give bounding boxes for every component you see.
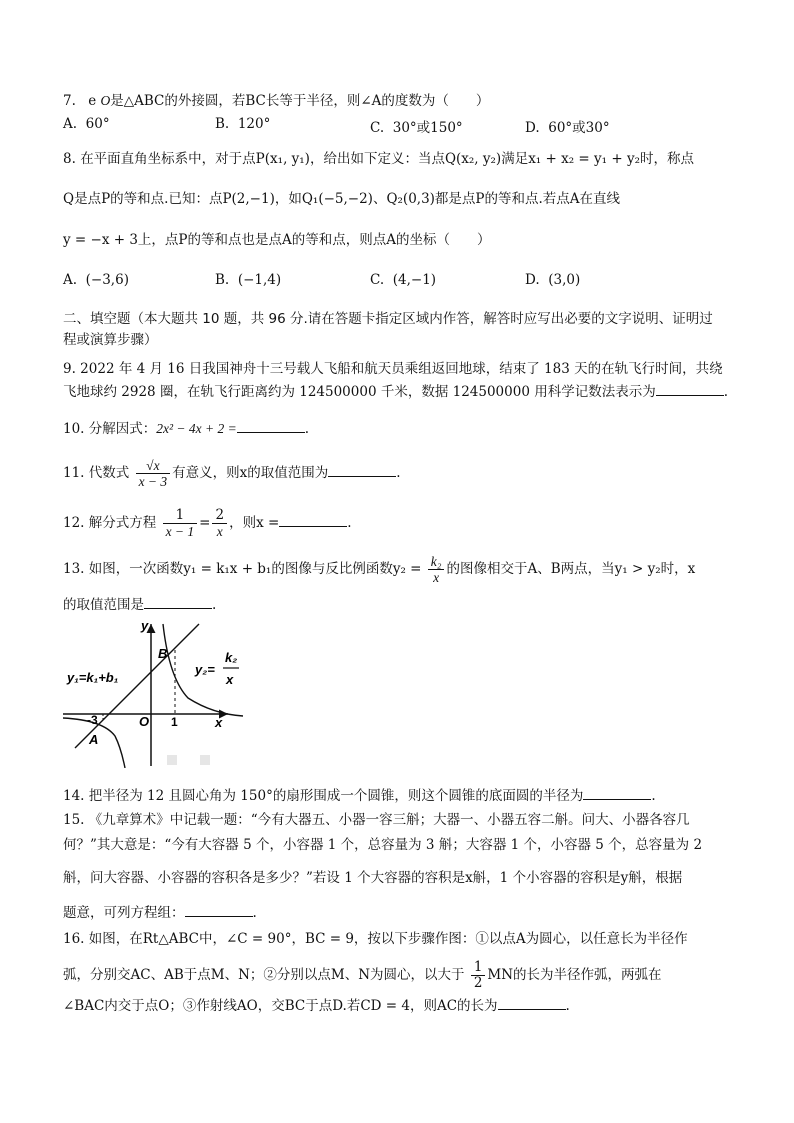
- question-11: 11. 代数式 $\frac{√x}{x - 3}$ 有意义，则x的取值范围为 .: [63, 458, 401, 489]
- section-2-heading: 二、填空题（本大题共 10 题，共 96 分.请在答题卡指定区域内作答，解答时应写出必要的文字说明、证明过: [63, 311, 713, 327]
- x-axis-label: x: [215, 715, 223, 730]
- question-9-line-2: 飞地球约 2928 圈，在轨飞行距离约为 124500000 千米，数据 124500000 用科学记数法表示为 .: [63, 384, 729, 400]
- question-7-options: [63, 116, 743, 134]
- fraction-right: $\frac{2}{x}$: [212, 508, 227, 539]
- point-b-label: B: [158, 646, 168, 661]
- question-16-line-2: 弧，分别交AC、AB于点M、N；②分别以点M、N为圆心，以大于 $\frac{1}{2}$ MN的长为半径作弧，两弧在: [63, 959, 662, 991]
- question-15-line-2: 何？”其大意是：“今有大容器 5 个，小容器 1 个，总容量为 3 斛；大容器 1 个，小容器 5 个，总容量为 2: [63, 837, 703, 853]
- question-16-line-3: ∠BAC内交于点O；③作射线AO，交BC于点D.若CD = 4，则AC的长为 .: [63, 998, 570, 1014]
- answer-blank[interactable]: [583, 787, 651, 800]
- question-10: 10. 分解因式：2x² − 4x + 2 = .: [63, 421, 310, 437]
- option-a: A. 60°: [63, 116, 110, 132]
- fraction-half: $\frac{1}{2}$: [471, 960, 486, 991]
- question-15-line-3: 斛，问大容器、小容器的容积各是多少？”若设 1 个大容器的容积是x斛，1 个小容器的容积是y斛，根据: [63, 870, 683, 886]
- answer-blank[interactable]: [656, 383, 724, 396]
- question-8-line-2: Q是点P的等和点.已知：点P(2,−1)，如Q₁(−5,−2)、Q₂(0,3)都是点P的等和点.若点A在直线: [63, 191, 621, 207]
- scan-artifact: [200, 755, 210, 765]
- question-number: 8.: [63, 151, 76, 167]
- function-graph: [63, 618, 253, 768]
- answer-blank[interactable]: [237, 420, 305, 433]
- question-8-line-3: y = −x + 3上，点P的等和点也是点A的等和点，则点A的坐标（ ）: [63, 232, 491, 248]
- question-14: 14. 把半径为 12 且圆心角为 150°的扇形围成一个圆锥，则这个圆锥的底面圆的半径为 .: [63, 788, 656, 804]
- question-8-line-1: 8. 在平面直角坐标系中，对于点P(x₁, y₁)，给出如下定义：当点Q(x₂, y₂)满足x₁ + x₂ = y₁ + y₂时，称点: [63, 151, 695, 167]
- question-13-line-2: 的取值范围是 .: [63, 597, 217, 613]
- option-c: C. 30°或150°: [370, 120, 463, 136]
- question-7: [63, 92, 489, 110]
- answer-blank[interactable]: [185, 904, 253, 917]
- question-15-line-4: 题意，可列方程组： .: [63, 905, 257, 921]
- fraction-left: $\frac{1}{x - 1}$: [163, 508, 198, 539]
- section-2-heading-cont: 程或演算步骤）: [63, 332, 158, 348]
- question-text: 是△ABC的外接圆，若BC长等于半径，则∠A的度数为（ ）: [110, 93, 490, 109]
- scan-artifact: [167, 755, 177, 765]
- option-d: D. (3,0): [525, 272, 581, 288]
- option-b: B. (−1,4): [215, 272, 282, 288]
- option-a: A. (−3,6): [63, 272, 129, 288]
- circle-symbol: e: [88, 93, 97, 109]
- question-8-options: [63, 272, 743, 290]
- fraction: $\frac{\text{k₂}}{x}$: [428, 554, 445, 585]
- inverse-function-label: y₂=: [195, 662, 215, 677]
- option-b: B. 120°: [215, 116, 271, 132]
- fraction: $\frac{√x}{x - 3}$: [136, 458, 171, 489]
- inverse-function-denominator: x: [226, 672, 234, 687]
- question-15-line-1: 15. 《九章算术》中记载一题：“今有大器五、小器一容三斛；大器一、小器五容二斛。问大、小器各容几: [63, 812, 690, 828]
- question-16-line-1: 16. 如图，在Rt△ABC中，∠C = 90°，BC = 9，按以下步骤作图：①以点A为圆心，以任意长为半径作: [63, 931, 688, 947]
- tick-label-neg3: -3: [87, 713, 98, 727]
- linear-function-label: y₁=k₁+b₁: [67, 670, 119, 685]
- option-d: D. 60°或30°: [525, 120, 610, 136]
- y-axis-label: y: [141, 618, 149, 633]
- point-a-label: A: [89, 732, 99, 747]
- answer-blank[interactable]: [279, 514, 347, 527]
- origin-label: O: [139, 714, 150, 729]
- question-number: 7.: [63, 93, 76, 109]
- question-12: 12. 解分式方程 $\frac{1}{x - 1}$ = $\frac{2}{x}$ ，则x = .: [63, 507, 352, 539]
- question-9-line-1: 9. 2022 年 4 月 16 日我国神舟十三号载人飞船和航天员乘组返回地球，结束了 183 天的在轨飞行时间，共绕: [63, 361, 723, 377]
- function-graph-figure: [63, 618, 253, 768]
- answer-blank[interactable]: [144, 596, 212, 609]
- answer-blank[interactable]: [498, 997, 566, 1010]
- tick-label-1: 1: [171, 715, 178, 729]
- inverse-function-numerator: k₂: [225, 650, 238, 665]
- linear-function-line: [75, 624, 199, 748]
- answer-blank[interactable]: [328, 464, 396, 477]
- option-c: C. (4,−1): [370, 272, 437, 288]
- math-expression: 2x² − 4x + 2 =: [156, 421, 237, 436]
- question-13-line-1: 13. 如图，一次函数y₁ = k₁x + b₁的图像与反比例函数y₂ = $\frac{\text{k₂}}{x}$ 的图像相交于A、B两点，当y₁ > y₂时，x: [63, 554, 696, 585]
- circle-center-label: O: [100, 93, 111, 108]
